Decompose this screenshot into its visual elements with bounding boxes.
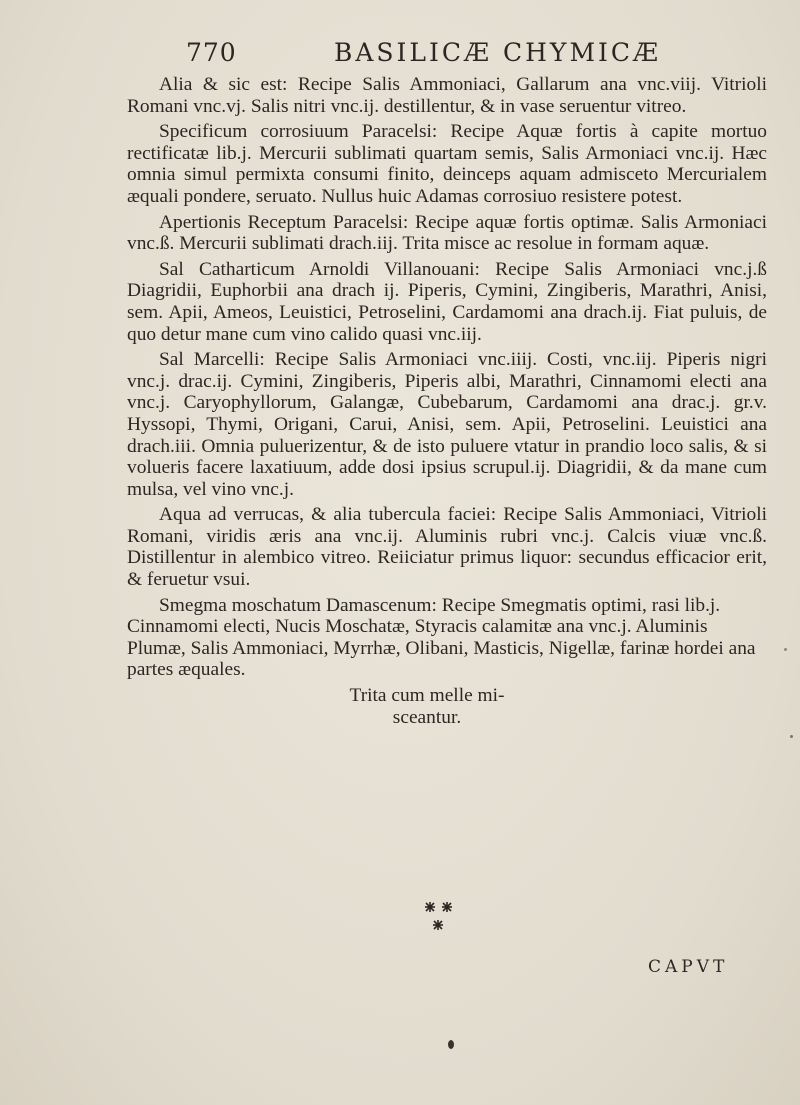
ink-speck [448,1040,454,1049]
body-text [127,74,767,728]
closing-line-1: Trita cum melle mi- [349,685,505,707]
ink-speck [790,735,793,738]
asterism-ornament [420,898,460,938]
ink-speck [784,648,787,651]
page-header [186,38,746,72]
paragraph-alia: Alia & sic est: Recipe Salis Ammoniaci, Gallarum ana vnc.viij. Vitrioli Romani vnc.vj. Salis nitri vnc.ij. destillentur, & in vase seruentur vitreo. [127,74,767,117]
paragraph-sal-catharticum: Sal Catharticum Arnoldi Villanouani: Recipe Salis Armoniaci vnc.j.ß Diagridii, Euphorbii ana drach ij. Piperis, Cymini, Zingiberis, Marathri, Anisi, sem. Apii, Ameos, Leuistici, Petroselini, Cardamomi ana drach.ij. Fiat puluis, de quo detur mane cum vino calido quasi vnc.iij. [127,258,767,345]
paragraph-aqua-verrucas: Aqua ad verrucas, & alia tubercula faciei: Recipe Salis Ammoniaci, Vitrioli Romani, viridis æris ana vnc.ij. Aluminis rubri vnc.j. Calcis viuæ vnc.ß. Distillentur in alembico vitreo. Reiiciatur primus liquor: secundus efficacior erit, & feruetur vsui. [127,504,767,591]
paragraph-sal-marcelli: Sal Marcelli: Recipe Salis Armoniaci vnc.iiij. Costi, vnc.iij. Piperis nigri vnc.j. drac.ij. Cymini, Zingiberis, Piperis albi, Marathri, Cinnamomi electi ana vnc.j. Caryophyllorum, Galangæ, Cubebarum, Cardamomi ana drac.j. gr.v. Hyssopi, Thymi, Origani, Carui, Anisi, sem. Apii, Petroselini. Leuistici ana drach.iii. Omnia puluerizentur, & de isto puluere vtatur in prandio loco salis, & si volueris facere laxatiuum, adde dosi ipsius scrupul.ij. Diagridii, & da mane cum mulsa, vel vino vnc.j. [127,349,767,500]
paragraph-specificum: Specificum corrosiuum Paracelsi: Recipe Aquæ fortis à capite mortuo rectificatæ lib.j. Mercurii sublimati quartam semis, Salis Armoniaci vnc.ij. Hæc omnia simul permixta consumi finito, deinceps aquam admisceto Mercurialem æquali pondere, seruato. Nullus huic Adamas corrosiuo resistere potest. [127,121,767,207]
paragraph-apertionis: Apertionis Receptum Paracelsi: Recipe aquæ fortis optimæ. Salis Armoniaci vnc.ß. Mercurii sublimati drach.iij. Trita misce ac resolue in formam aquæ. [127,211,767,255]
page-number: 770 [186,38,237,67]
paragraph-smegma: Smegma moschatum Damascenum: Recipe Smegmatis optimi, rasi lib.j. Cinnamomi electi, Nucis Moschatæ, Styracis calamitæ ana vnc.j. Aluminis Plumæ, Salis Ammoniaci, Myrrhæ, Olibani, Masticis, Nigellæ, farinæ hordei ana partes æquales. [127,594,756,681]
closing-line-2: sceantur. [392,706,462,728]
running-title: BASILICÆ CHYMICÆ [334,38,662,67]
catchword: CAPVT [648,957,729,977]
